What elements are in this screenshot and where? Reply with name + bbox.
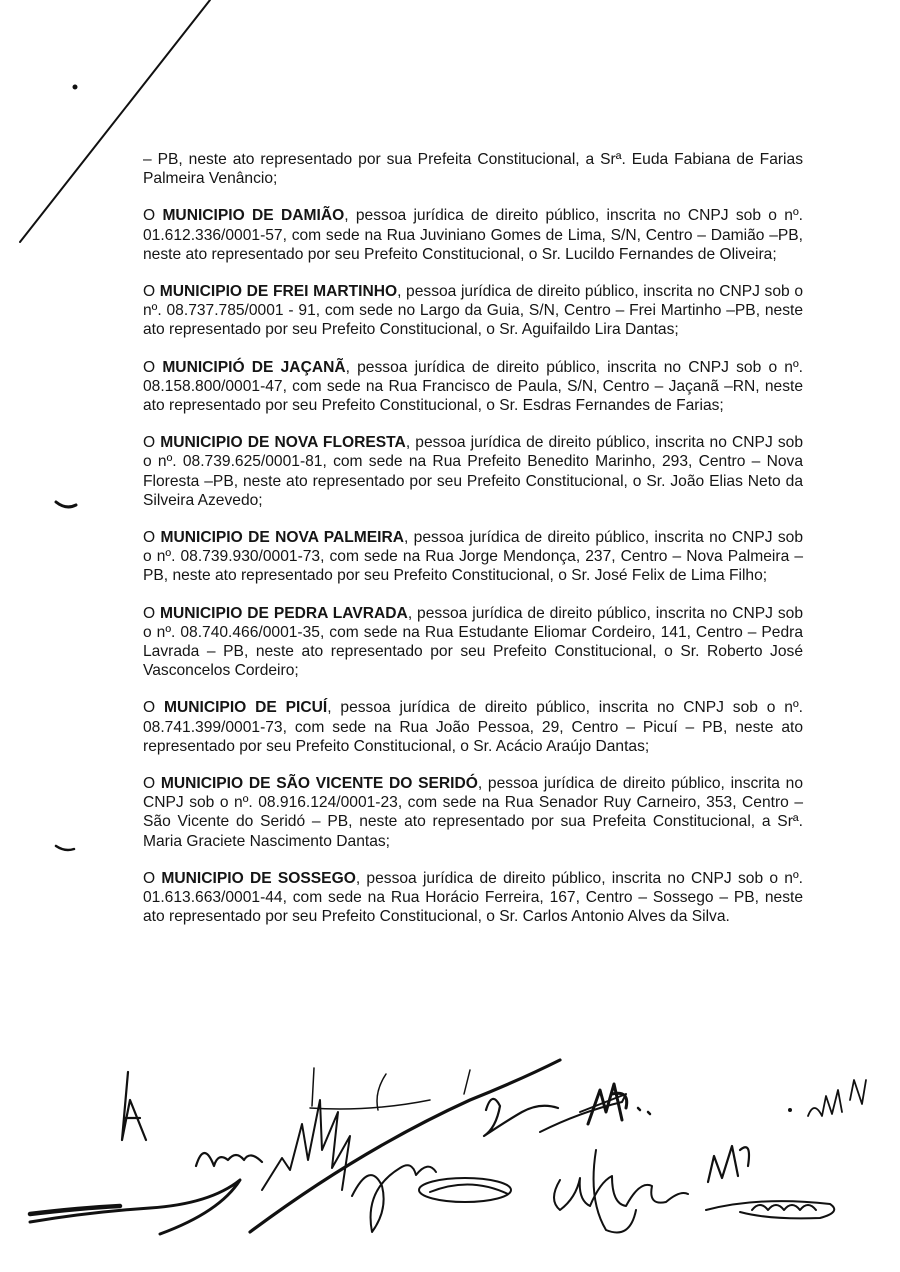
paragraph-municipio-pedra-lavrada — [143, 604, 803, 681]
paragraph-municipio-jacana — [143, 358, 803, 416]
signature-scribble-5 — [594, 1150, 636, 1233]
paragraph-lead: O — [143, 699, 164, 717]
paragraph-lead: O — [143, 775, 161, 793]
paragraph-lead: O — [143, 604, 161, 622]
signature-sweep-left — [30, 1180, 240, 1234]
paragraph-body: , pessoa jurídica de direito público, inscrita no CNPJ sob o nº. 08.737.785/0001 - 91, com sede no Largo da Guia, S/N, Centro – Frei Martinho –PB, neste ato representado por seu Prefeito Constitucional, o Sr. Aguifaildo Lira Dantas; — [143, 283, 803, 339]
paragraph-municipio-nova-floresta — [143, 433, 803, 510]
paragraph-body: , pessoa jurídica de direito público, inscrita no CNPJ sob o nº. 08.740.466/0001-35, com sede na Rua Estudante Eliomar Cordeiro, 141, Centro – Pedra Lavrada – PB, neste ato representado por seu Prefeito Constitucional, o Sr. Roberto José Vasconcelos Cordeiro; — [143, 604, 804, 680]
text-underline-name — [310, 1100, 430, 1109]
paragraph-body: , pessoa jurídica de direito público, inscrita no CNPJ sob o nº. 08.739.625/0001-81, com sede na Rua Prefeito Benedito Marinho, 293, Centro – Nova Floresta –PB, neste ato representado por seu Prefeito Constitucional, o Sr. João Elias Neto da Silveira Azevedo; — [143, 434, 804, 509]
signature-dots — [638, 1108, 650, 1114]
paragraph-municipio-frei-martinho — [143, 282, 803, 340]
signature-scribble-1 — [196, 1153, 262, 1166]
municipio-name: MUNICIPIO DE FREI MARTINHO — [159, 283, 398, 301]
paragraph-municipio-sossego — [143, 869, 803, 927]
signature-scribble-3 — [484, 1099, 558, 1136]
signature-cursive — [554, 1176, 688, 1210]
paragraph-lead: O — [143, 434, 161, 452]
text-overmark-1 — [312, 1068, 314, 1106]
municipio-name: MUNICIPIO DE NOVA PALMEIRA — [160, 529, 405, 547]
paragraph-body: , pessoa jurídica de direito público, inscrita no CNPJ sob o nº. 01.612.336/0001-57, com sede na Rua Juviniano Gomes de Lima, S/N, Centro – Damião –PB, neste ato representado por seu Prefeito Constitucional, o Sr. Lucildo Fernandes de Oliveira; — [143, 207, 803, 263]
signature-dot-right — [788, 1108, 792, 1112]
paragraph-lead: O — [143, 869, 162, 887]
municipio-name: MUNICIPIO DE SÃO VICENTE DO SERIDÓ — [160, 775, 478, 793]
signature-sweep-left-2 — [30, 1206, 120, 1214]
text-overmark-2 — [377, 1074, 386, 1110]
text-overmark-3 — [464, 1070, 470, 1094]
municipio-name: MUNICIPIO DE PEDRA LAVRADA — [160, 604, 408, 622]
signature-scribble-2 — [352, 1165, 436, 1232]
paragraph-lead: O — [143, 283, 160, 301]
paragraph-lead: O — [143, 358, 163, 376]
municipio-name: MUNICIPIO DE NOVA FLORESTA — [160, 434, 406, 452]
initial-signature-a — [122, 1072, 146, 1140]
signature-scribble-6 — [708, 1146, 749, 1182]
municipio-name: MUNICIPIÓ DE JAÇANÃ — [162, 358, 346, 376]
document-body — [143, 150, 803, 945]
intro-paragraph: – PB, neste ato representado por sua Prefeita Constitucional, a Srª. Euda Fabiana de Farias Palmeira Venâncio; — [143, 151, 803, 188]
municipio-name: MUNICIPIO DE PICUÍ — [163, 699, 328, 717]
signature-cross-line — [250, 1060, 560, 1232]
signature-scribble-4 — [588, 1084, 627, 1124]
signature-loop-tail — [430, 1184, 508, 1194]
paragraph-lead: O — [143, 529, 161, 547]
scan-dot — [73, 85, 78, 90]
signature-loops-right — [752, 1205, 816, 1210]
margin-tick-mark-2 — [56, 846, 74, 850]
municipio-name: MUNICIPIO DE DAMIÃO — [162, 207, 345, 225]
signature-curve — [540, 1094, 626, 1132]
paragraph-body: , pessoa jurídica de direito público, inscrita no CNPJ sob o nº. 08.739.930/0001-73, com sede na Rua Jorge Mendonça, 237, Centro – Nova Palmeira – PB, neste ato representado por seu Prefeito Constitucional, o Sr. José Felix de Lima Filho; — [143, 529, 804, 585]
paragraph-municipio-damiao — [143, 206, 803, 264]
paragraph-municipio-sao-vicente-do-serido — [143, 774, 803, 851]
paragraph-body: , pessoa jurídica de direito público, inscrita no CNPJ sob o nº. 08.741.399/0001-73, com sede na Rua João Pessoa, 29, Centro – Picuí – PB, neste ato representado por seu Prefeito Constitucional, o Sr. Acácio Araújo Dantas; — [143, 699, 803, 755]
margin-tick-mark — [56, 502, 76, 507]
paragraph-body: , pessoa jurídica de direito público, inscrita no CNPJ sob o nº. 08.916.124/0001-23, com sede na Rua Senador Ruy Carneiro, 353, Centro – São Vicente do Seridó – PB, neste ato representado por sua Prefeita Constitucional, a Srª. Maria Graciete Nascimento Dantas; — [143, 775, 804, 850]
paragraph-municipio-nova-palmeira — [143, 528, 803, 586]
signature-oval — [706, 1201, 834, 1218]
paragraph-municipio-picui — [143, 698, 803, 756]
municipio-name: MUNICIPIO DE SOSSEGO — [161, 869, 356, 887]
paragraph-body: , pessoa jurídica de direito público, inscrita no CNPJ sob o nº. 08.158.800/0001-47, com sede na Rua Francisco de Paula, S/N, Centro – Jaçanã –RN, neste ato representado por seu Prefeito Constitucional, o Sr. Esdras Fernandes de Farias; — [143, 358, 803, 415]
signature-hatched — [262, 1100, 350, 1190]
signature-initials-right — [808, 1080, 866, 1116]
paragraph-body: , pessoa jurídica de direito público, inscrita no CNPJ sob o nº. 01.613.663/0001-44, com sede na Rua Horácio Ferreira, 167, Centro – Sossego – PB, neste ato representado por seu Prefeito Constitucional, o Sr. Carlos Antonio Alves da Silva. — [143, 869, 803, 926]
paragraph-lead: O — [143, 207, 163, 225]
signature-loop — [419, 1178, 511, 1202]
